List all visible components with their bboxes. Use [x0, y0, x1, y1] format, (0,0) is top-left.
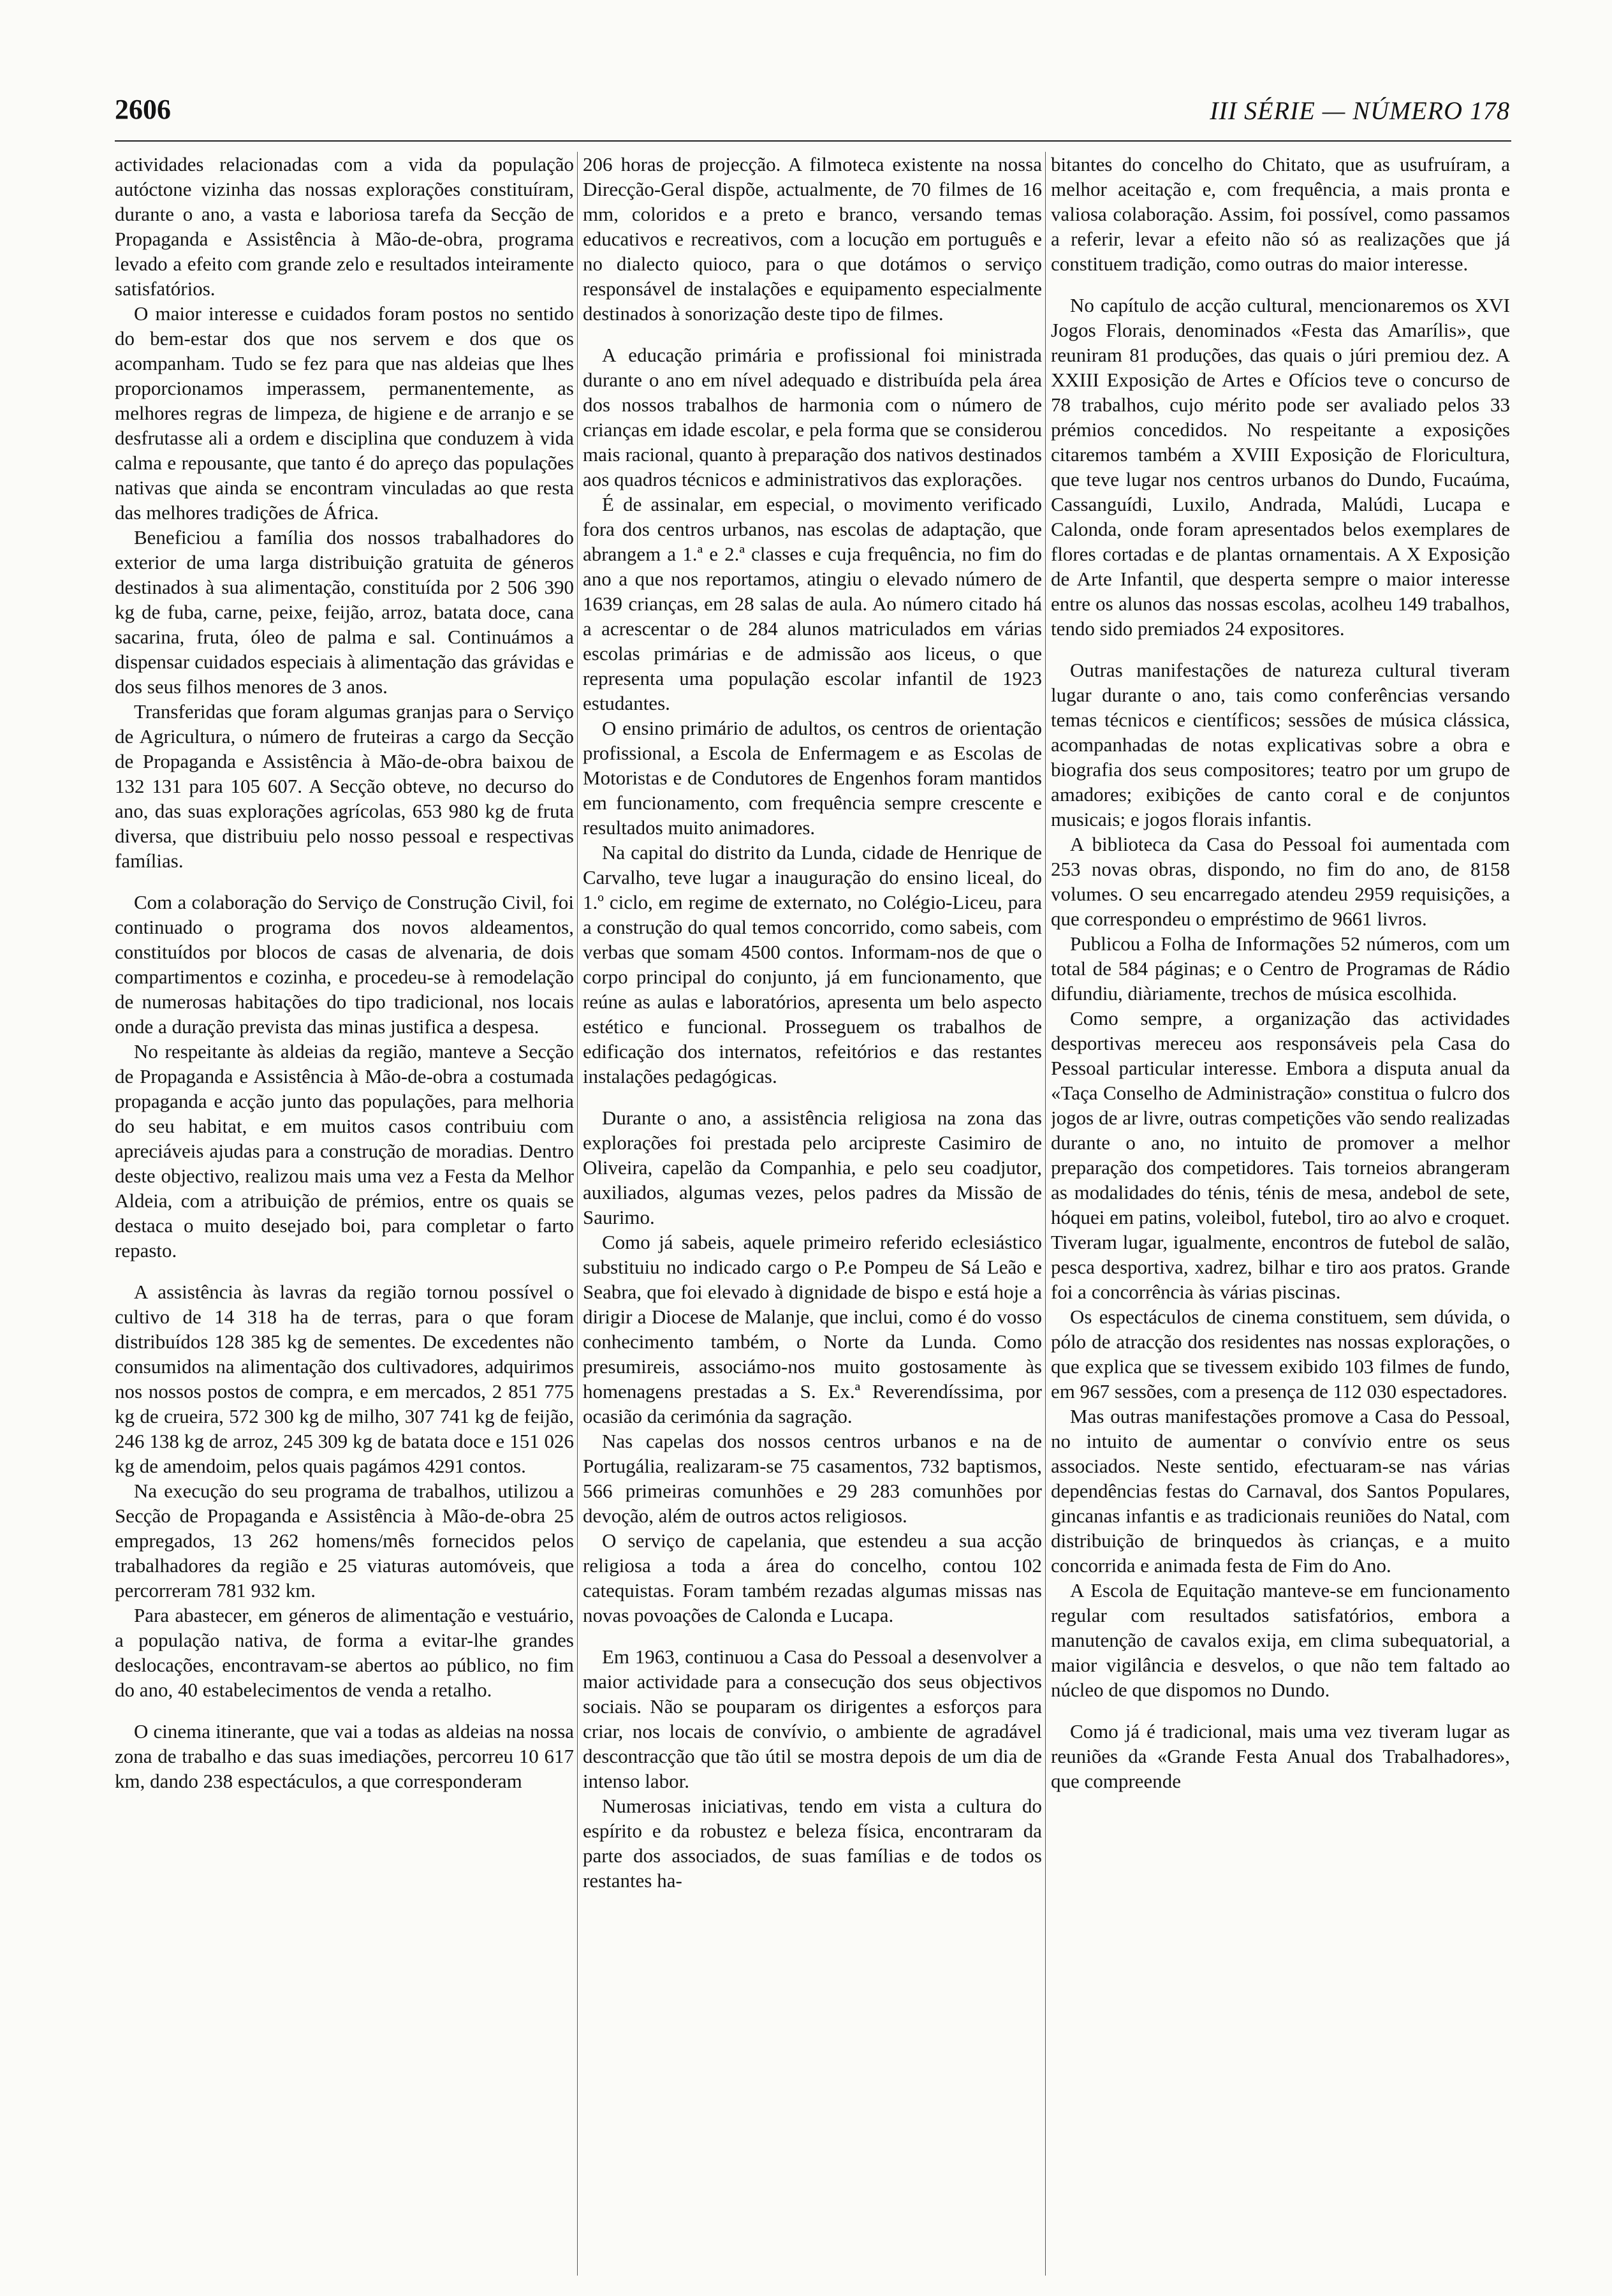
- paragraph: A Escola de Equitação manteve-se em funcionamento regular com resultados satisfatórios, embora a manutenção de cavalos exija, em clima subequatorial, a maior vigilância e desvelos, o que não tem faltado ao núcleo de que dispomos no Dundo.: [1051, 1579, 1510, 1701]
- paragraph: A assistência às lavras da região tornou possível o cultivo de 14 318 ha de terras, para o que foram distribuídos 128 385 kg de sementes. De excedentes não consumidos na alimentação dos cultivadores, adquirimos nos nossos postos de compra, e em mercados, 2 851 775 kg de crueira, 572 300 kg de milho, 307 741 kg de feijão, 246 138 kg de arroz, 245 309 kg de batata doce e 151 026 kg de amendoim, pelos quais pagámos 4291 contos.: [115, 1281, 574, 1477]
- column-3: [1051, 152, 1510, 2276]
- paragraph: É de assinalar, em especial, o movimento verificado fora dos centros urbanos, nas escolas de adaptação, que abrangem a 1.ª e 2.ª classes e cuja frequência, no fim do ano a que nos reportamos, atingiu o elevado número de 1639 crianças, em 28 salas de aula. Ao número citado há a acrescentar o de 284 alunos matriculados em várias escolas primárias e de admissão aos liceus, o que representa uma população escolar infantil de 1923 estudantes.: [583, 493, 1042, 714]
- paragraph: Como sempre, a organização das actividades desportivas mereceu aos responsáveis pela Casa do Pessoal particular interesse. Embora a disputa anual da «Taça Conselho de Administração» constitua o fulcro dos jogos de ar livre, outras competições vão sendo realizadas durante o ano, no intuito de promover a melhor preparação dos competidores. Tais torneios abrangeram as modalidades do ténis, ténis de mesa, andebol de sete, hóquei em patins, voleibol, futebol, tiro ao alvo e croquet. Tiveram lugar, igualmente, encontros de futebol de salão, pesca desportiva, xadrez, bilhar e tiro aos pratos. Grande foi a concorrência às várias piscinas.: [1051, 1007, 1510, 1303]
- page-number: 2606: [115, 94, 171, 125]
- paragraph: No respeitante às aldeias da região, manteve a Secção de Propaganda e Assistência à Mão-de-obra a costumada propaganda e acção junto das populações, para melhoria do seu habitat, e em muitos casos contribuiu com apreciáveis ajudas para a construção de moradias. Dentro deste objectivo, realizou mais uma vez a Festa da Melhor Aldeia, com a atribuição de prémios, entre os quais se destaca o muito desejado boi, para completar o farto repasto.: [115, 1040, 574, 1262]
- header-rule: [115, 140, 1511, 142]
- paragraph: Publicou a Folha de Informações 52 números, com um total de 584 páginas; e o Centro de Programas de Rádio difundiu, diàriamente, trechos de música escolhida.: [1051, 932, 1510, 1004]
- paragraph: O ensino primário de adultos, os centros de orientação profissional, a Escola de Enfermagem e as Escolas de Motoristas e de Condutores de Engenhos foram mantidos em funcionamento, com frequência sempre crescente e resultados muito animadores.: [583, 717, 1042, 839]
- paragraph: Transferidas que foram algumas granjas para o Serviço de Agricultura, o número de fruteiras a cargo da Secção de Propaganda e Assistência à Mão-de-obra baixou de 132 131 para 105 607. A Secção obteve, no decurso do ano, das suas explorações agrícolas, 653 980 kg de fruta diversa, que distribuiu pelo nosso pessoal e respectivas famílias.: [115, 700, 574, 872]
- paragraph: A educação primária e profissional foi ministrada durante o ano em nível adequado e distribuída pela área dos nossos trabalhos de harmonia com o número de crianças em idade escolar, e pela forma que se considerou mais racional, quanto à preparação dos nativos destinados aos quadros técnicos e administrativos das explorações.: [583, 344, 1042, 490]
- paragraph: A biblioteca da Casa do Pessoal foi aumentada com 253 novas obras, dispondo, no fim do ano, de 8158 volumes. O seu encarregado atendeu 2959 requisições, a que correspondeu o empréstimo de 9661 livros.: [1051, 833, 1510, 930]
- column-divider: [1045, 152, 1046, 2276]
- column-1: [115, 152, 574, 2276]
- paragraph: Como já sabeis, aquele primeiro referido eclesiástico substituiu no indicado cargo o P.e Pompeu de Sá Leão e Seabra, que foi elevado à dignidade de bispo e está hoje a dirigir a Diocese de Malanje, que inclui, como é do vosso conhecimento também, o Norte da Lunda. Como presumireis, associámo-nos muito gostosamente às homenagens prestadas a S. Ex.ª Reverendíssima, por ocasião da cerimónia da sagração.: [583, 1231, 1042, 1427]
- paragraph: bitantes do concelho do Chitato, que as usufruíram, a melhor aceitação e, com frequência, a mais pronta e valiosa colaboração. Assim, foi possível, como passamos a referir, levar a efeito não só as realizações que já constituem tradição, como outras do maior interesse.: [1051, 153, 1510, 275]
- paragraph: Numerosas iniciativas, tendo em vista a cultura do espírito e da robustez e beleza física, encontraram da parte dos associados, de suas famílias e de todos os restantes ha-: [583, 1795, 1042, 1892]
- paragraph: Na capital do distrito da Lunda, cidade de Henrique de Carvalho, teve lugar a inauguração do ensino liceal, do 1.º ciclo, em regime de externato, no Colégio-Liceu, para a construção do qual temos concorrido, como sabeis, com verbas que somam 4500 contos. Informam-nos de que o corpo principal do conjunto, já em funcionamento, que reúne as aulas e laboratórios, apresenta um belo aspecto estético e funcional. Prosseguem os trabalhos de edificação dos internatos, refeitórios e das restantes instalações pedagógicas.: [583, 841, 1042, 1087]
- paragraph: Nas capelas dos nossos centros urbanos e na de Portugália, realizaram-se 75 casamentos, 732 baptismos, 566 primeiras comunhões e 29 283 comunhões por devoção, além de outros actos religiosos.: [583, 1430, 1042, 1527]
- paragraph: 206 horas de projecção. A filmoteca existente na nossa Direcção-Geral dispõe, actualmente, de 70 filmes de 16 mm, coloridos e a preto e branco, versando temas educativos e recreativos, com a locução em português e no dialecto quioco, para o que dotámos o serviço responsável de instalações e equipamento especialmente destinados à sonorização deste tipo de filmes.: [583, 153, 1042, 325]
- paragraph: Como já é tradicional, mais uma vez tiveram lugar as reuniões da «Grande Festa Anual dos Trabalhadores», que compreende: [1051, 1720, 1510, 1792]
- paragraph: Outras manifestações de natureza cultural tiveram lugar durante o ano, tais como conferências versando temas técnicos e científicos; sessões de música clássica, acompanhadas de notas explicativas sobre a obra e biografia dos seus compositores; teatro por um grupo de amadores; exibições de canto coral e de conjuntos musicais; e jogos florais infantis.: [1051, 659, 1510, 830]
- paragraph: Na execução do seu programa de trabalhos, utilizou a Secção de Propaganda e Assistência à Mão-de-obra 25 empregados, 13 262 homens/mês fornecidos pelos trabalhadores da região e 25 viaturas automóveis, que percorreram 781 932 km.: [115, 1480, 574, 1601]
- paragraph: Para abastecer, em géneros de alimentação e vestuário, a população nativa, de forma a evitar-lhe grandes deslocações, encontravam-se abertos ao público, no fim do ano, 40 estabelecimentos de venda a retalho.: [115, 1604, 574, 1701]
- paragraph: No capítulo de acção cultural, mencionaremos os XVI Jogos Florais, denominados «Festa das Amarílis», que reuniram 81 produções, das quais o júri premiou dez. A XXIII Exposição de Artes e Ofícios teve o concurso de 78 trabalhos, cujo mérito pode ser avaliado pelos 33 prémios concedidos. No respeitante a exposições citaremos também a XVIII Exposição de Floricultura, que teve lugar nos centros urbanos do Dundo, Fucaúma, Cassanguídi, Luxilo, Andrada, Malúdi, Lucapa e Calonda, onde foram apresentados belos exemplares de flores cortadas e de plantas ornamentais. A X Exposição de Arte Infantil, que desperta sempre o maior interesse entre os alunos das nossas escolas, acolheu 149 trabalhos, tendo sido premiados 24 expositores.: [1051, 294, 1510, 640]
- paragraph: actividades relacionadas com a vida da população autóctone vizinha das nossas explorações constituíram, durante o ano, a vasta e laboriosa tarefa da Secção de Propaganda e Assistência à Mão-de-obra, programa levado a efeito com grande zelo e resultados inteiramente satisfatórios.: [115, 153, 574, 300]
- paragraph: Durante o ano, a assistência religiosa na zona das explorações foi prestada pelo arcipreste Casimiro de Oliveira, capelão da Companhia, e pelo seu coadjutor, auxiliados, algumas vezes, pelos padres da Missão de Saurimo.: [583, 1107, 1042, 1228]
- paragraph: Com a colaboração do Serviço de Construção Civil, foi continuado o programa dos novos aldeamentos, constituídos por blocos de casas de alvenaria, de dois compartimentos e cozinha, e procedeu-se à remodelação de numerosas habitações do tipo tradicional, nos locais onde a duração prevista das minas justifica a despesa.: [115, 891, 574, 1038]
- column-divider: [577, 152, 578, 2276]
- paragraph: O serviço de capelania, que estendeu a sua acção religiosa a toda a área do concelho, contou 102 catequistas. Foram também rezadas algumas missas nas novas povoações de Calonda e Lucapa.: [583, 1529, 1042, 1626]
- paragraph: Beneficiou a família dos nossos trabalhadores do exterior de uma larga distribuição gratuita de géneros destinados à sua alimentação, constituída por 2 506 390 kg de fuba, carne, peixe, feijão, arroz, batata doce, cana sacarina, fruta, óleo de palma e sal. Continuámos a dispensar cuidados especiais à alimentação das grávidas e dos seus filhos menores de 3 anos.: [115, 526, 574, 698]
- paragraph: Os espectáculos de cinema constituem, sem dúvida, o pólo de atracção dos residentes nas nossas explorações, o que explica que se tivessem exibido 103 filmes de fundo, em 967 sessões, com a presença de 112 030 espectadores.: [1051, 1306, 1510, 1402]
- column-2: [583, 152, 1042, 2276]
- series-header: III SÉRIE — NÚMERO 178: [1210, 96, 1510, 125]
- paragraph: O maior interesse e cuidados foram postos no sentido do bem-estar dos que nos servem e dos que os acompanham. Tudo se fez para que nas aldeias que lhes proporcionamos imperassem, permanentemente, as melhores regras de limpeza, de higiene e de arranjo e se desfrutasse ali a ordem e disciplina que conduzem à vida calma e repousante, que tanto é do apreço das populações nativas que ainda se encontram vinculadas ao que resta das melhores tradições de África.: [115, 302, 574, 524]
- paragraph: Em 1963, continuou a Casa do Pessoal a desenvolver a maior actividade para a consecução dos seus objectivos sociais. Não se pouparam os dirigentes a esforços para criar, nos locais de convívio, o ambiente de agradável descontracção que tão útil se mostra depois de um dia de intenso labor.: [583, 1645, 1042, 1792]
- paragraph: Mas outras manifestações promove a Casa do Pessoal, no intuito de aumentar o convívio entre os seus associados. Neste sentido, efectuaram-se nas várias dependências festas do Carnaval, dos Santos Populares, gincanas infantis e as tradicionais reuniões do Natal, com distribuição de brinquedos às crianças, e a muito concorrida e animada festa de Fim do Ano.: [1051, 1405, 1510, 1577]
- paragraph: O cinema itinerante, que vai a todas as aldeias na nossa zona de trabalho e das suas imediações, percorreu 10 617 km, dando 238 espectáculos, a que corresponderam: [115, 1720, 574, 1792]
